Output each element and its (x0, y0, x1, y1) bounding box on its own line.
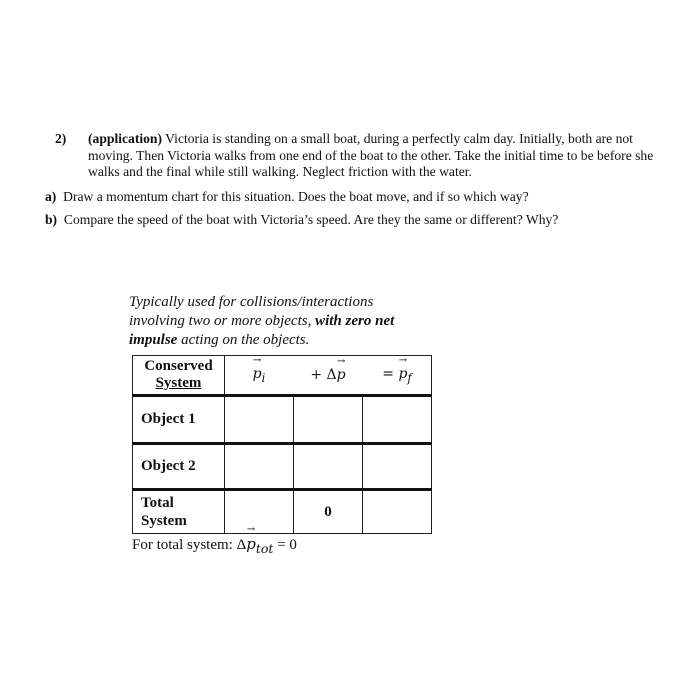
part-a-text: Draw a momentum chart for this situation. Does the boat move, and if so which way? (63, 189, 529, 204)
part-b-text: Compare the speed of the boat with Victoria’s speed. Are they the same or different? Why? (63, 212, 559, 227)
part-a-label: a) (45, 189, 57, 204)
total-system-note (132, 535, 297, 556)
row-label-object-2: Object 2 (133, 444, 225, 490)
footer-tot-sub: tot (255, 541, 274, 556)
problem-tag: (application) (88, 131, 163, 146)
header-p-initial (225, 356, 294, 396)
header-conserved-system (133, 356, 225, 396)
p-initial-sub: i (261, 370, 266, 385)
header-delta-p (294, 356, 363, 396)
table-row-total (133, 490, 432, 534)
intro-bold-text: with zero net impulse (129, 313, 395, 348)
part-b-label: b) (45, 212, 58, 227)
momentum-chart-table (132, 355, 432, 534)
problem-text: Victoria is standing on a small boat, during a perfectly calm day. Initially, both are not moving. Then Victoria walks from one end of the boat to the other. Take the initial time to be before she walks and the final while still walking. Neglect friction with the water. (88, 131, 654, 179)
footer-prefix: For total system: Δ (132, 537, 247, 553)
total-delta-p-cell: 0 (294, 490, 363, 534)
problem-number: 2) (55, 131, 67, 146)
table-header-row (133, 356, 432, 396)
object-2-p-final-cell[interactable] (363, 444, 432, 490)
problem-statement (88, 131, 663, 181)
total-p-initial-cell[interactable] (225, 490, 294, 534)
momentum-chart-intro (129, 293, 429, 350)
footer-suffix: = 0 (273, 537, 297, 553)
table-row (133, 396, 432, 444)
intro-text-a: Typically used for collisions/interactions involving two or more objects, (129, 294, 374, 329)
p-initial-symbol: → p (253, 366, 262, 382)
header-label-line1: Conserved (144, 358, 213, 374)
row-label-total-system (133, 490, 225, 534)
table-row (133, 444, 432, 490)
object-2-p-initial-cell[interactable] (225, 444, 294, 490)
total-label-line2: System (141, 513, 187, 529)
object-1-p-initial-cell[interactable] (225, 396, 294, 444)
total-label-line1: Total (141, 495, 174, 511)
header-p-final (363, 356, 432, 396)
object-1-p-final-cell[interactable] (363, 396, 432, 444)
row-label-object-1: Object 1 (133, 396, 225, 444)
p-final-symbol: → p (398, 366, 407, 382)
p-final-sub: f (407, 370, 412, 385)
delta-p-symbol: → p (337, 367, 346, 383)
equals-prefix: = (382, 365, 399, 382)
intro-text-b: acting on the objects. (177, 332, 310, 348)
part-b (45, 212, 605, 229)
delta-prefix: + Δ (310, 366, 337, 383)
footer-p-symbol: → p (246, 535, 256, 553)
object-2-delta-p-cell[interactable] (294, 444, 363, 490)
part-a (45, 189, 605, 206)
total-p-final-cell[interactable] (363, 490, 432, 534)
header-label-line2: System (155, 375, 202, 391)
object-1-delta-p-cell[interactable] (294, 396, 363, 444)
